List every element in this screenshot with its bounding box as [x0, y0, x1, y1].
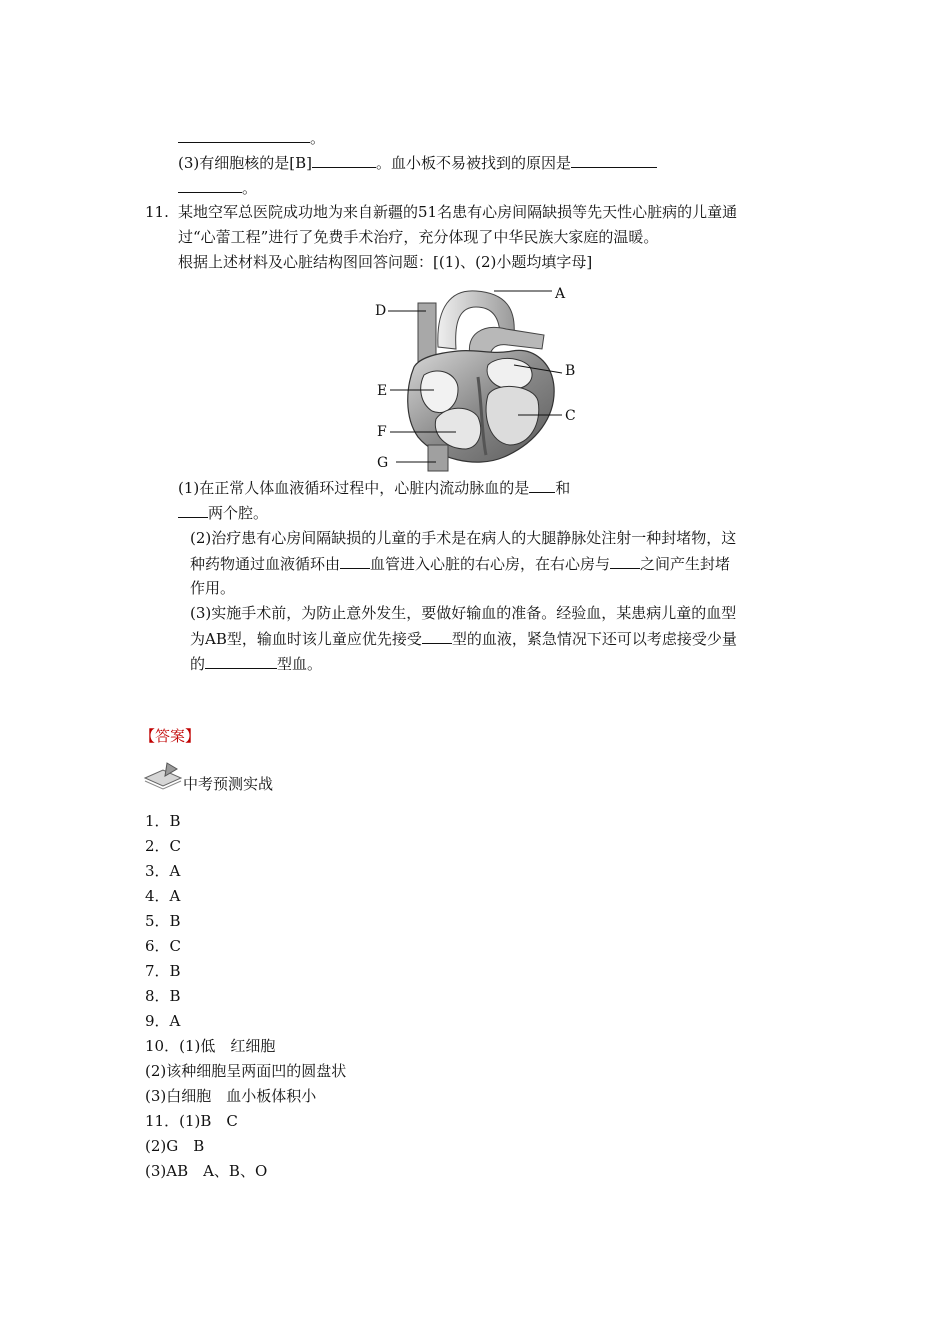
- q11-part1-line2: 两个腔。: [178, 502, 268, 523]
- answer-blank[interactable]: [529, 477, 555, 493]
- q11-part2-line1: (2)治疗患有心房间隔缺损的儿童的手术是在病人的大腿静脉处注射一种封堵物，这: [190, 529, 737, 547]
- answer-blank[interactable]: [178, 177, 242, 193]
- label-e: E: [377, 383, 388, 399]
- answer-item: 1．B: [145, 812, 181, 830]
- answer-item: 3．A: [145, 862, 181, 880]
- label-c: C: [565, 408, 576, 424]
- inferior-vena-cava: [428, 445, 448, 471]
- answer-item: 10．(1)低 红细胞: [145, 1037, 276, 1055]
- answer-item: 9．A: [145, 1012, 181, 1030]
- heart-diagram: [366, 277, 592, 473]
- book-pen-icon: [143, 760, 183, 790]
- answer-blank[interactable]: [178, 127, 310, 143]
- answer-blank[interactable]: [610, 553, 640, 569]
- q11-part3-line2: 为AB型，输血时该儿童应优先接受 型的血液，紧急情况下还可以考虑接受少量: [190, 630, 737, 648]
- answer-item: 2．C: [145, 837, 182, 855]
- answer-item: 5．B: [145, 912, 181, 930]
- q11-stem-line1: 某地空军总医院成功地为来自新疆的51名患有心房间隔缺损等先天性心脏病的儿童通: [178, 203, 738, 221]
- answers-title: 【答案】: [140, 727, 201, 745]
- q11-part1-line1: (1)在正常人体血液循环过程中，心脏内流动脉血的是 和: [178, 479, 571, 497]
- answer-blank[interactable]: [205, 653, 277, 669]
- answer-item: (2)G B: [145, 1137, 205, 1155]
- q11-part3-line1: (3)实施手术前，为防止意外发生，要做好输血的准备。经验血，某患病儿童的血型: [190, 604, 737, 622]
- q10-line3: 。: [178, 177, 257, 198]
- q10-line1: 。: [178, 127, 325, 148]
- right-atrium: [421, 371, 458, 413]
- q11-number: 11.: [145, 203, 169, 221]
- label-b: B: [565, 363, 576, 379]
- answer-blank[interactable]: [571, 152, 657, 168]
- label-d: D: [375, 303, 387, 319]
- answer-item: 7．B: [145, 962, 181, 980]
- q11-stem-line2: 过“心蕾工程”进行了免费手术治疗，充分体现了中华民族大家庭的温暖。: [178, 228, 659, 246]
- answer-blank[interactable]: [178, 502, 208, 518]
- answers-section-title: 中考预测实战: [183, 775, 274, 793]
- answer-item: 6．C: [145, 937, 182, 955]
- answer-item: 11．(1)B C: [145, 1112, 238, 1130]
- q11-part2-line2: 种药物通过血液循环由 血管进入心脏的右心房，在右心房与 之间产生封堵: [190, 555, 731, 573]
- q11-part2-line3: 作用。: [190, 579, 236, 597]
- label-f: F: [377, 424, 387, 440]
- answer-blank[interactable]: [312, 152, 376, 168]
- q11-stem-line3: 根据上述材料及心脏结构图回答问题：[(1)、(2)小题均填字母]: [178, 253, 593, 271]
- answer-item: (2)该种细胞呈两面凹的圆盘状: [145, 1062, 347, 1080]
- q11-part3-line3: 的 型血。: [190, 655, 323, 673]
- answer-item: (3)白细胞 血小板体积小: [145, 1087, 317, 1105]
- answer-item: (3)AB A、B、O: [145, 1162, 268, 1180]
- label-g: G: [377, 455, 389, 471]
- label-a: A: [555, 286, 566, 302]
- superior-vena-cava: [418, 303, 436, 363]
- answer-item: 4．A: [145, 887, 181, 905]
- answer-blank[interactable]: [422, 628, 452, 644]
- answer-blank[interactable]: [340, 553, 370, 569]
- q10-line2: (3)有细胞核的是[B] 。血小板不易被找到的原因是: [178, 152, 657, 173]
- answer-item: 8．B: [145, 987, 181, 1005]
